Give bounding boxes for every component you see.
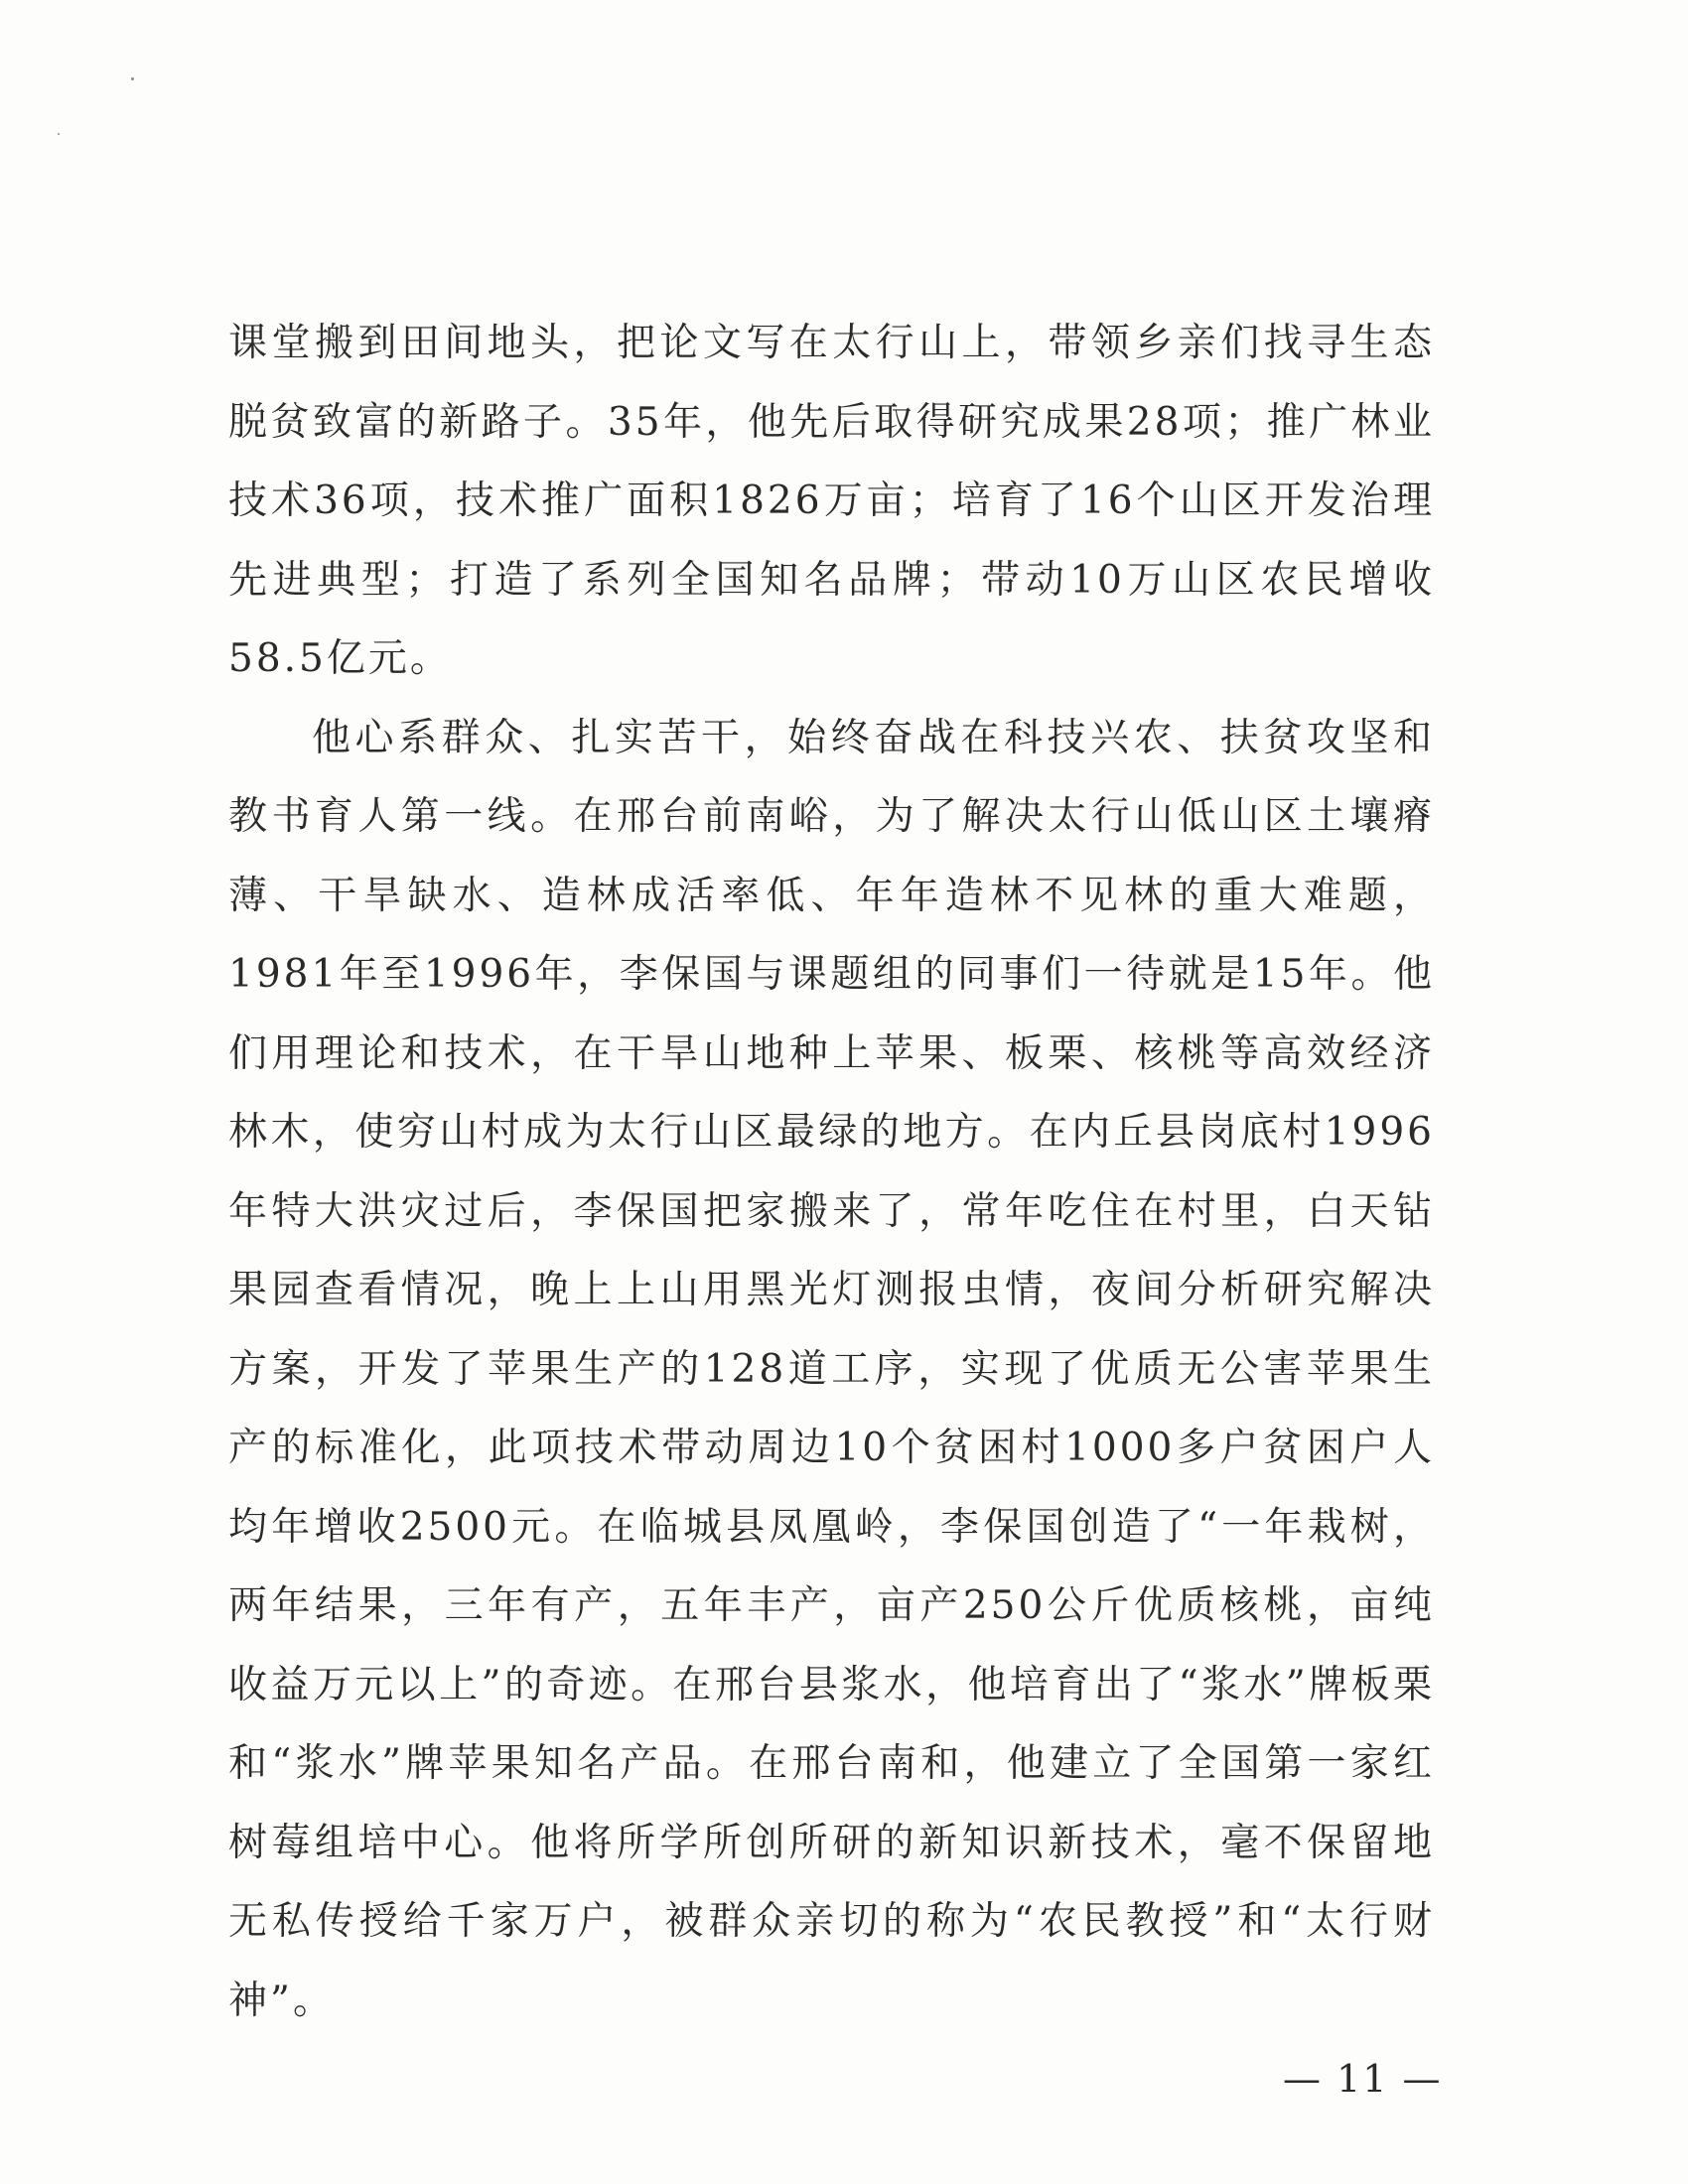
scan-speck xyxy=(58,133,60,135)
paragraph-2: 他心系群众、扎实苦干，始终奋战在科技兴农、扶贫攻坚和教书育人第一线。在邢台前南峪，为了解决太行山低山区土壤瘠薄、干旱缺水、造林成活率低、年年造林不见林的重大难题，1981年至1996年，李保国与课题组的同事们一待就是15年。他们用理论和技术，在干旱山地种上苹果、板栗、核桃等高效经济林木，使穷山村成为太行山区最绿的地方。在内丘县岗底村1996年特大洪灾过后，李保国把家搬来了，常年吃住在村里，白天钻果园查看情况，晚上上山用黑光灯测报虫情，夜间分析研究解决方案，开发了苹果生产的128道工序，实现了优质无公害苹果生产的标准化，此项技术带动周边10个贫困村1000多户贫困户人均年增收2500元。在临城县凤凰岭，李保国创造了“一年栽树，两年结果，三年有产，五年丰产，亩产250公斤优质核桃，亩纯收益万元以上”的奇迹。在邢台县浆水，他培育出了“浆水”牌板栗和“浆水”牌苹果知名产品。在邢台南和，他建立了全国第一家红树莓组培中心。他将所学所创所研的新知识新技术，毫不保留地无私传授给千家万户，被群众亲切的称为“农民教授”和“太行财神”。 xyxy=(228,715,1435,2023)
page-number: — 11 — xyxy=(1283,2057,1443,2101)
scan-speck xyxy=(131,77,134,80)
paragraph-1: 课堂搬到田间地头，把论文写在太行山上，带领乡亲们找寻生态脱贫致富的新路子。35年，他先后取得研究成果28项；推广林业技术36项，技术推广面积1826万亩；培育了16个山区开发治理先进典型；打造了系列全国知名品牌；带动10万山区农民增收58.5亿元。 xyxy=(228,321,1435,681)
document-body xyxy=(228,304,1435,2040)
